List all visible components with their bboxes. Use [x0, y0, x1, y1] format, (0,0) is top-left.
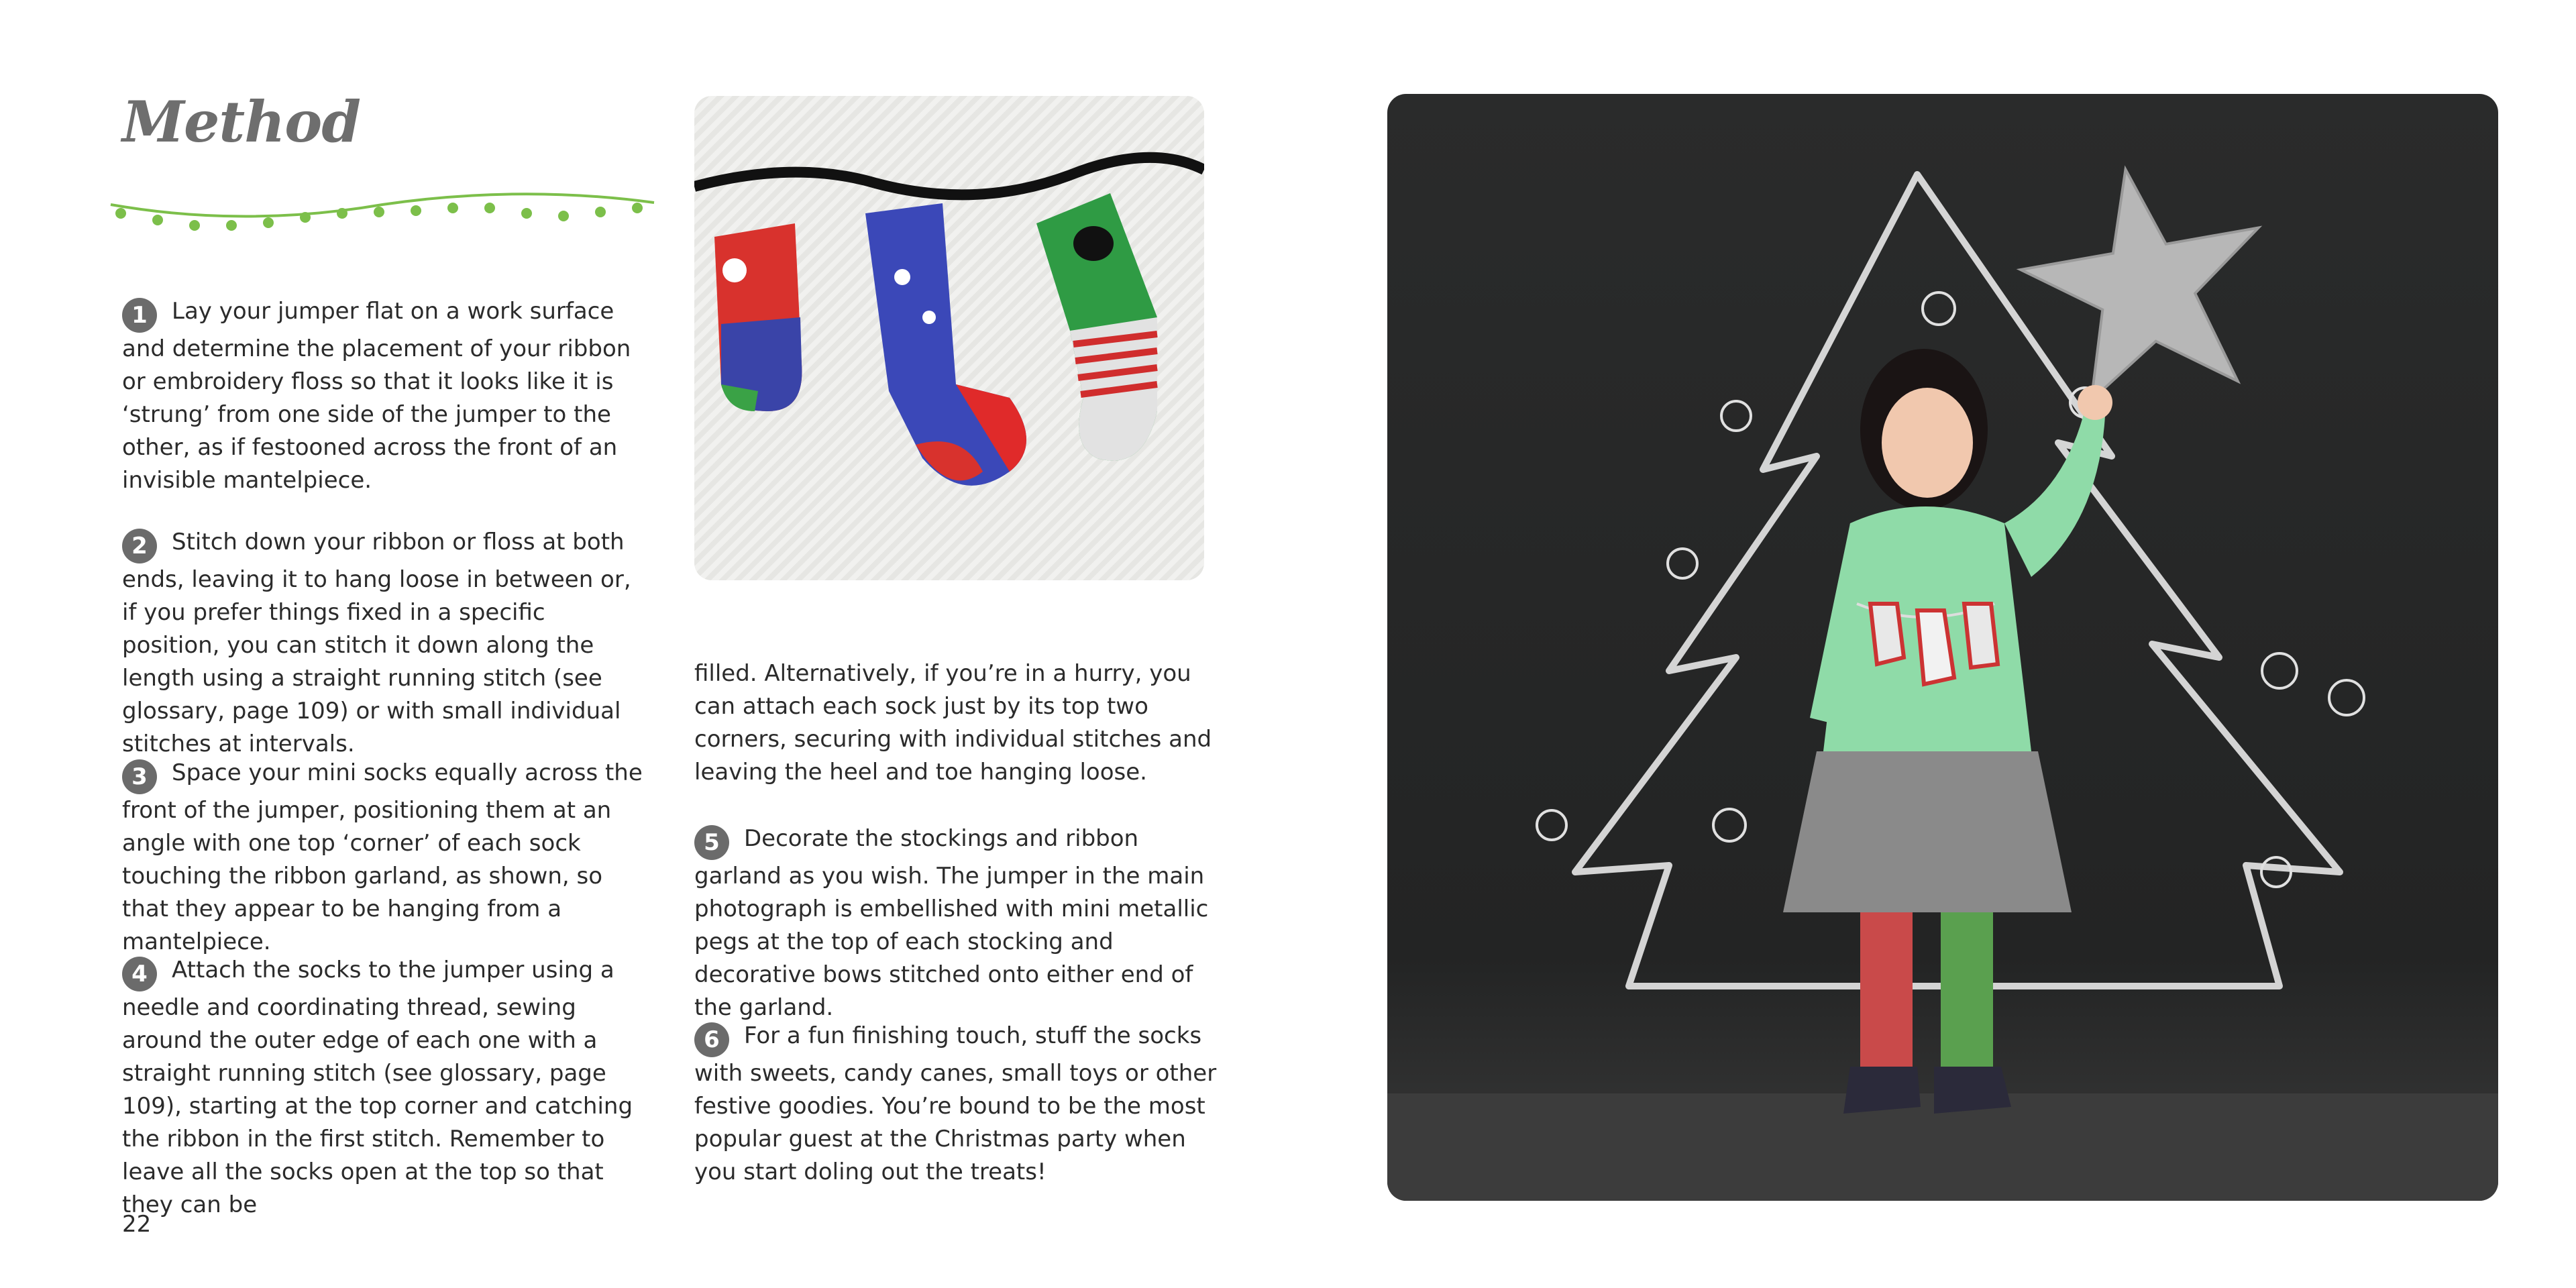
step-number-badge: 2	[122, 529, 157, 564]
step-text: Decorate the stockings and ribbon garland as you wish. The jumper in the main photograph is embellished with mini metallic pegs at the top of each stocking and decorative bows stitched onto either end of the garland.	[694, 825, 1209, 1021]
step-text: Stitch down your ribbon or floss at both ends, leaving it to hang loose in between or, if you prefer things fixed in a specific position, you can stitch it down along the length using a straight running stitch (see glossary, page 109) or with small individual stitches at intervals.	[122, 529, 631, 757]
step-4	[122, 954, 645, 1222]
step-6	[694, 1020, 1218, 1189]
step-number-badge: 6	[694, 1022, 729, 1057]
silver-star	[2006, 148, 2284, 415]
step-text: Lay your jumper flat on a work surface and determine the placement of your ribbon or embroidery floss so that it looks like it is ‘strung’ from one side of the jumper to the other, as if festooned across the front of an invisible mantelpiece.	[122, 298, 631, 494]
girl-figure	[1783, 349, 2112, 1114]
mini-socks-photo	[694, 96, 1204, 580]
step-text: For a fun finishing touch, stuff the socks with sweets, candy canes, small toys or other festive goodies. You’re bound to be the most popular guest at the Christmas party when you start doling out the treats!	[694, 1022, 1217, 1185]
girl-chalkboard-photo	[1387, 94, 2498, 1201]
fairy-lights-icon	[107, 188, 657, 241]
step-number-badge: 5	[694, 825, 729, 860]
step-2	[122, 526, 645, 761]
sock-green-penguin	[1036, 193, 1157, 461]
step-5	[694, 822, 1218, 1024]
step-4-continued	[694, 657, 1218, 789]
step-text: filled. Alternatively, if you’re in a hurry, you can attach each sock just by its top two corners, securing with individual stitches and leaving the heel and toe hanging loose.	[694, 660, 1212, 786]
step-text: Space your mini socks equally across the front of the jumper, positioning them at an angle with one top ‘corner’ of each sock touching the ribbon garland, as shown, so that they appear to be hanging from a mantelpiece.	[122, 759, 643, 955]
step-3	[122, 757, 645, 959]
step-number-badge: 1	[122, 298, 157, 333]
method-heading: Method	[122, 89, 361, 155]
step-text: Attach the socks to the jumper using a needle and coordinating thread, sewing around the outer edge of each one with a straight running stitch (see glossary, page 109), starting at the top corner and catching the ribbon in the first stitch. Remember to leave all the socks open at the top so that they can be	[122, 957, 633, 1218]
step-number-badge: 4	[122, 957, 157, 991]
step-1	[122, 295, 645, 497]
sock-blue-reindeer	[865, 203, 1026, 486]
sock-red-snowman	[714, 223, 802, 411]
step-number-badge: 3	[122, 759, 157, 794]
page-number: 22	[122, 1211, 152, 1238]
